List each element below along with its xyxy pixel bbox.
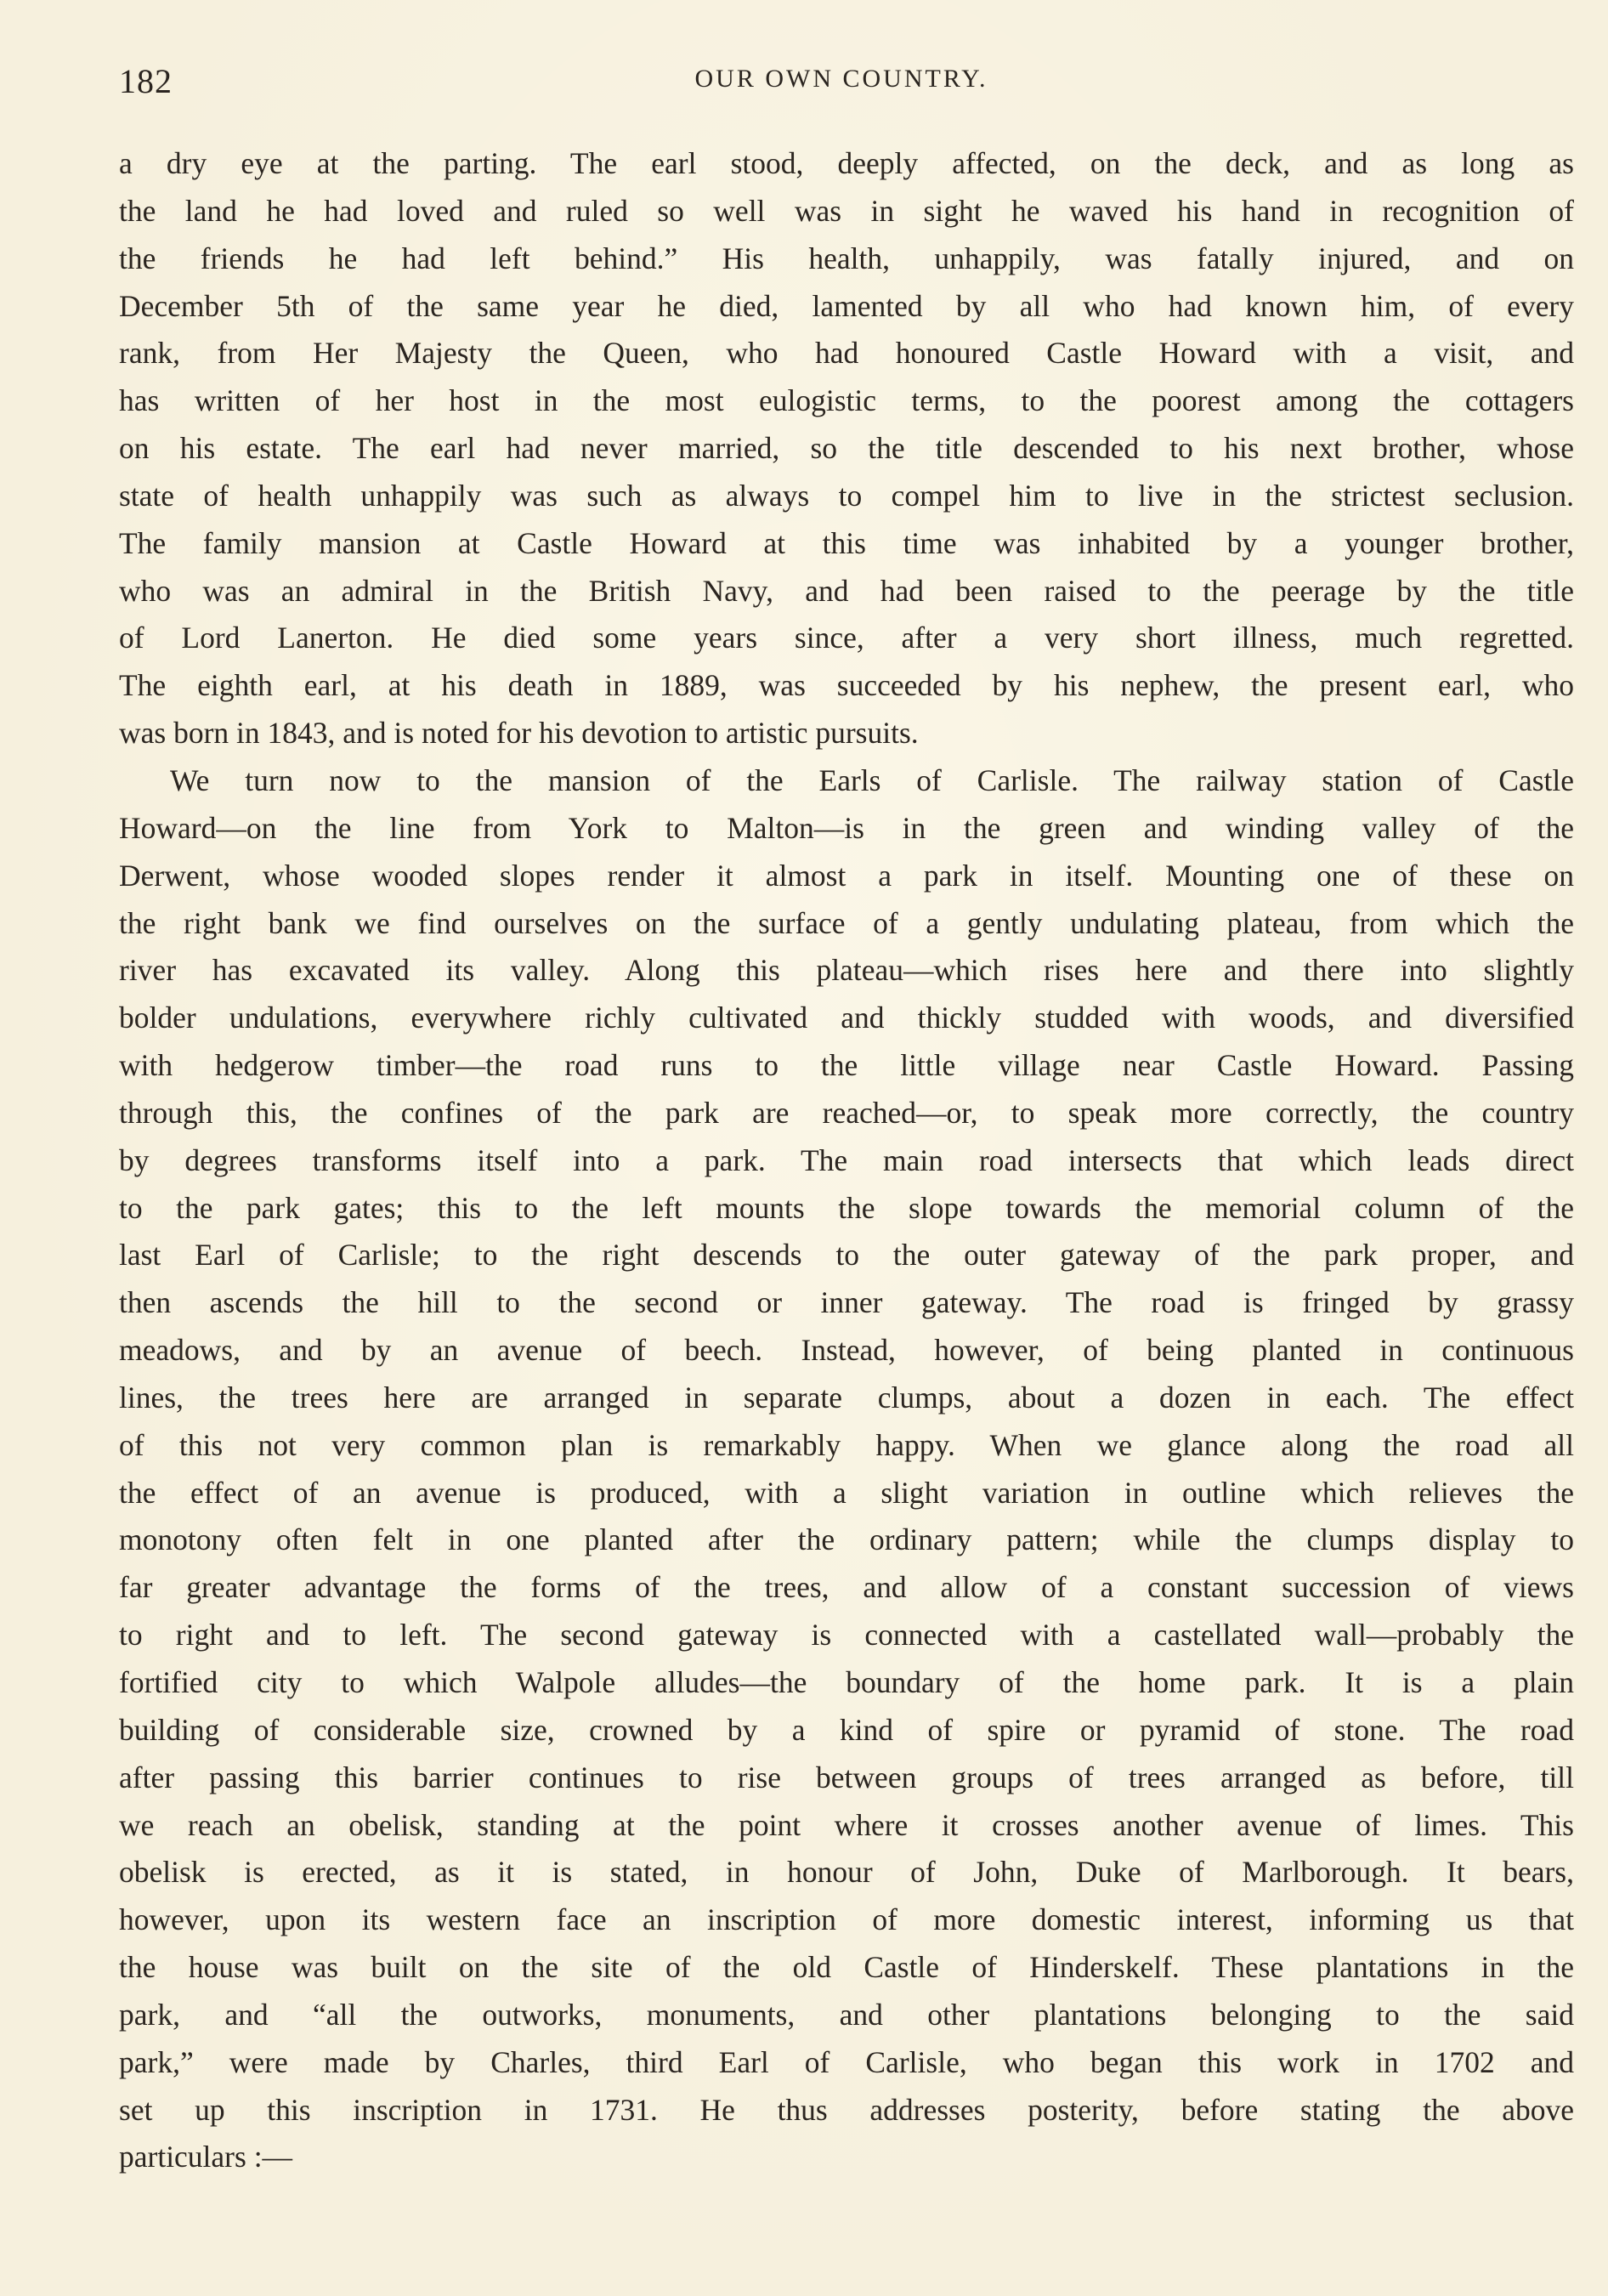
text-line: December 5th of the same year he died, lamented by all who had known him, of every [119,288,1574,323]
text-line: to the park gates; this to the left mounts the slope towards the memorial column of the [119,1190,1574,1225]
text-line: the friends he had left behind.” His health, unhappily, was fatally injured, and on [119,241,1574,275]
text-line: fortified city to which Walpole alludes—the boundary of the home park. It is a plain [119,1665,1574,1699]
text-line: obelisk is erected, as it is stated, in honour of John, Duke of Marlborough. It bears, [119,1855,1574,1890]
text-line: after passing this barrier continues to rise between groups of trees arranged as before, till [119,1760,1574,1794]
text-line: the land he had loved and ruled so well was in sight he waved his hand in recognition of [119,193,1574,228]
text-line: with hedgerow timber—the road runs to the little village near Castle Howard. Passing [119,1048,1574,1083]
paragraph-end-line: particulars :— [119,2140,293,2174]
text-line: the house was built on the site of the old Castle of Hinderskelf. These plantations in the [119,1950,1574,1985]
text-line: The eighth earl, at his death in 1889, was succeeded by his nephew, the present earl, who [119,668,1574,703]
text-line: river has excavated its valley. Along this plateau—which rises here and there into slightly [119,953,1574,988]
paragraph-end-line: was born in 1843, and is noted for his devotion to artistic pursuits. [119,716,919,751]
text-line: on his estate. The earl had never married, so the title descended to his next brother, whose [119,431,1574,466]
text-line: by degrees transforms itself into a park. The main road intersects that which leads direct [119,1142,1574,1177]
text-line: the effect of an avenue is produced, with a slight variation in outline which relieves the [119,1475,1574,1510]
running-title: OUR OWN COUNTRY. [694,65,988,93]
paragraph-start-line: We turn now to the mansion of the Earls of Carlisle. The railway station of Castle [170,762,1574,797]
text-line: The family mansion at Castle Howard at this time was inhabited by a younger brother, [119,525,1574,560]
text-line: park,” were made by Charles, third Earl of Carlisle, who began this work in 1702 and [119,2044,1574,2079]
text-line: monotony often felt in one planted after the ordinary pattern; while the clumps display to [119,1522,1574,1557]
text-line: through this, the confines of the park are reached—or, to speak more correctly, the country [119,1095,1574,1130]
text-line: Howard—on the line from York to Malton—is in the green and winding valley of the [119,810,1574,845]
text-line: we reach an obelisk, standing at the point where it crosses another avenue of limes. This [119,1807,1574,1842]
text-line: park, and “all the outworks, monuments, and other plantations belonging to the said [119,1997,1574,2032]
text-line: however, upon its western face an inscription of more domestic interest, informing us that [119,1902,1574,1937]
text-line: Derwent, whose wooded slopes render it almost a park in itself. Mounting one of these on [119,858,1574,893]
text-line: lines, the trees here are arranged in separate clumps, about a dozen in each. The effect [119,1380,1574,1414]
text-line: of Lord Lanerton. He died some years since, after a very short illness, much regretted. [119,621,1574,655]
text-line: a dry eye at the parting. The earl stood, deeply affected, on the deck, and as long as [119,146,1574,180]
text-line: last Earl of Carlisle; to the right descends to the outer gateway of the park proper, and [119,1238,1574,1273]
text-line: far greater advantage the forms of the trees, and allow of a constant succession of views [119,1570,1574,1605]
text-line: to right and to left. The second gateway is connected with a castellated wall—probably the [119,1618,1574,1653]
text-line: rank, from Her Majesty the Queen, who had honoured Castle Howard with a visit, and [119,336,1574,371]
text-line: bolder undulations, everywhere richly cultivated and thickly studded with woods, and diversified [119,1001,1574,1035]
text-line: then ascends the hill to the second or inner gateway. The road is fringed by grassy [119,1285,1574,1320]
text-line: building of considerable size, crowned by a kind of spire or pyramid of stone. The road [119,1712,1574,1747]
text-line: state of health unhappily was such as always to compel him to live in the strictest seclusion. [119,478,1574,513]
text-line: of this not very common plan is remarkably happy. When we glance along the road all [119,1427,1574,1462]
text-line: has written of her host in the most eulogistic terms, to the poorest among the cottagers [119,383,1574,418]
text-line: meadows, and by an avenue of beech. Instead, however, of being planted in continuous [119,1333,1574,1368]
body-text [119,140,1574,2181]
text-line: who was an admiral in the British Navy, and had been raised to the peerage by the title [119,573,1574,608]
text-line: set up this inscription in 1731. He thus addresses posterity, before stating the above [119,2092,1574,2127]
text-line: the right bank we find ourselves on the surface of a gently undulating plateau, from which the [119,905,1574,940]
page-number: 182 [119,62,173,100]
running-head [119,61,1564,105]
